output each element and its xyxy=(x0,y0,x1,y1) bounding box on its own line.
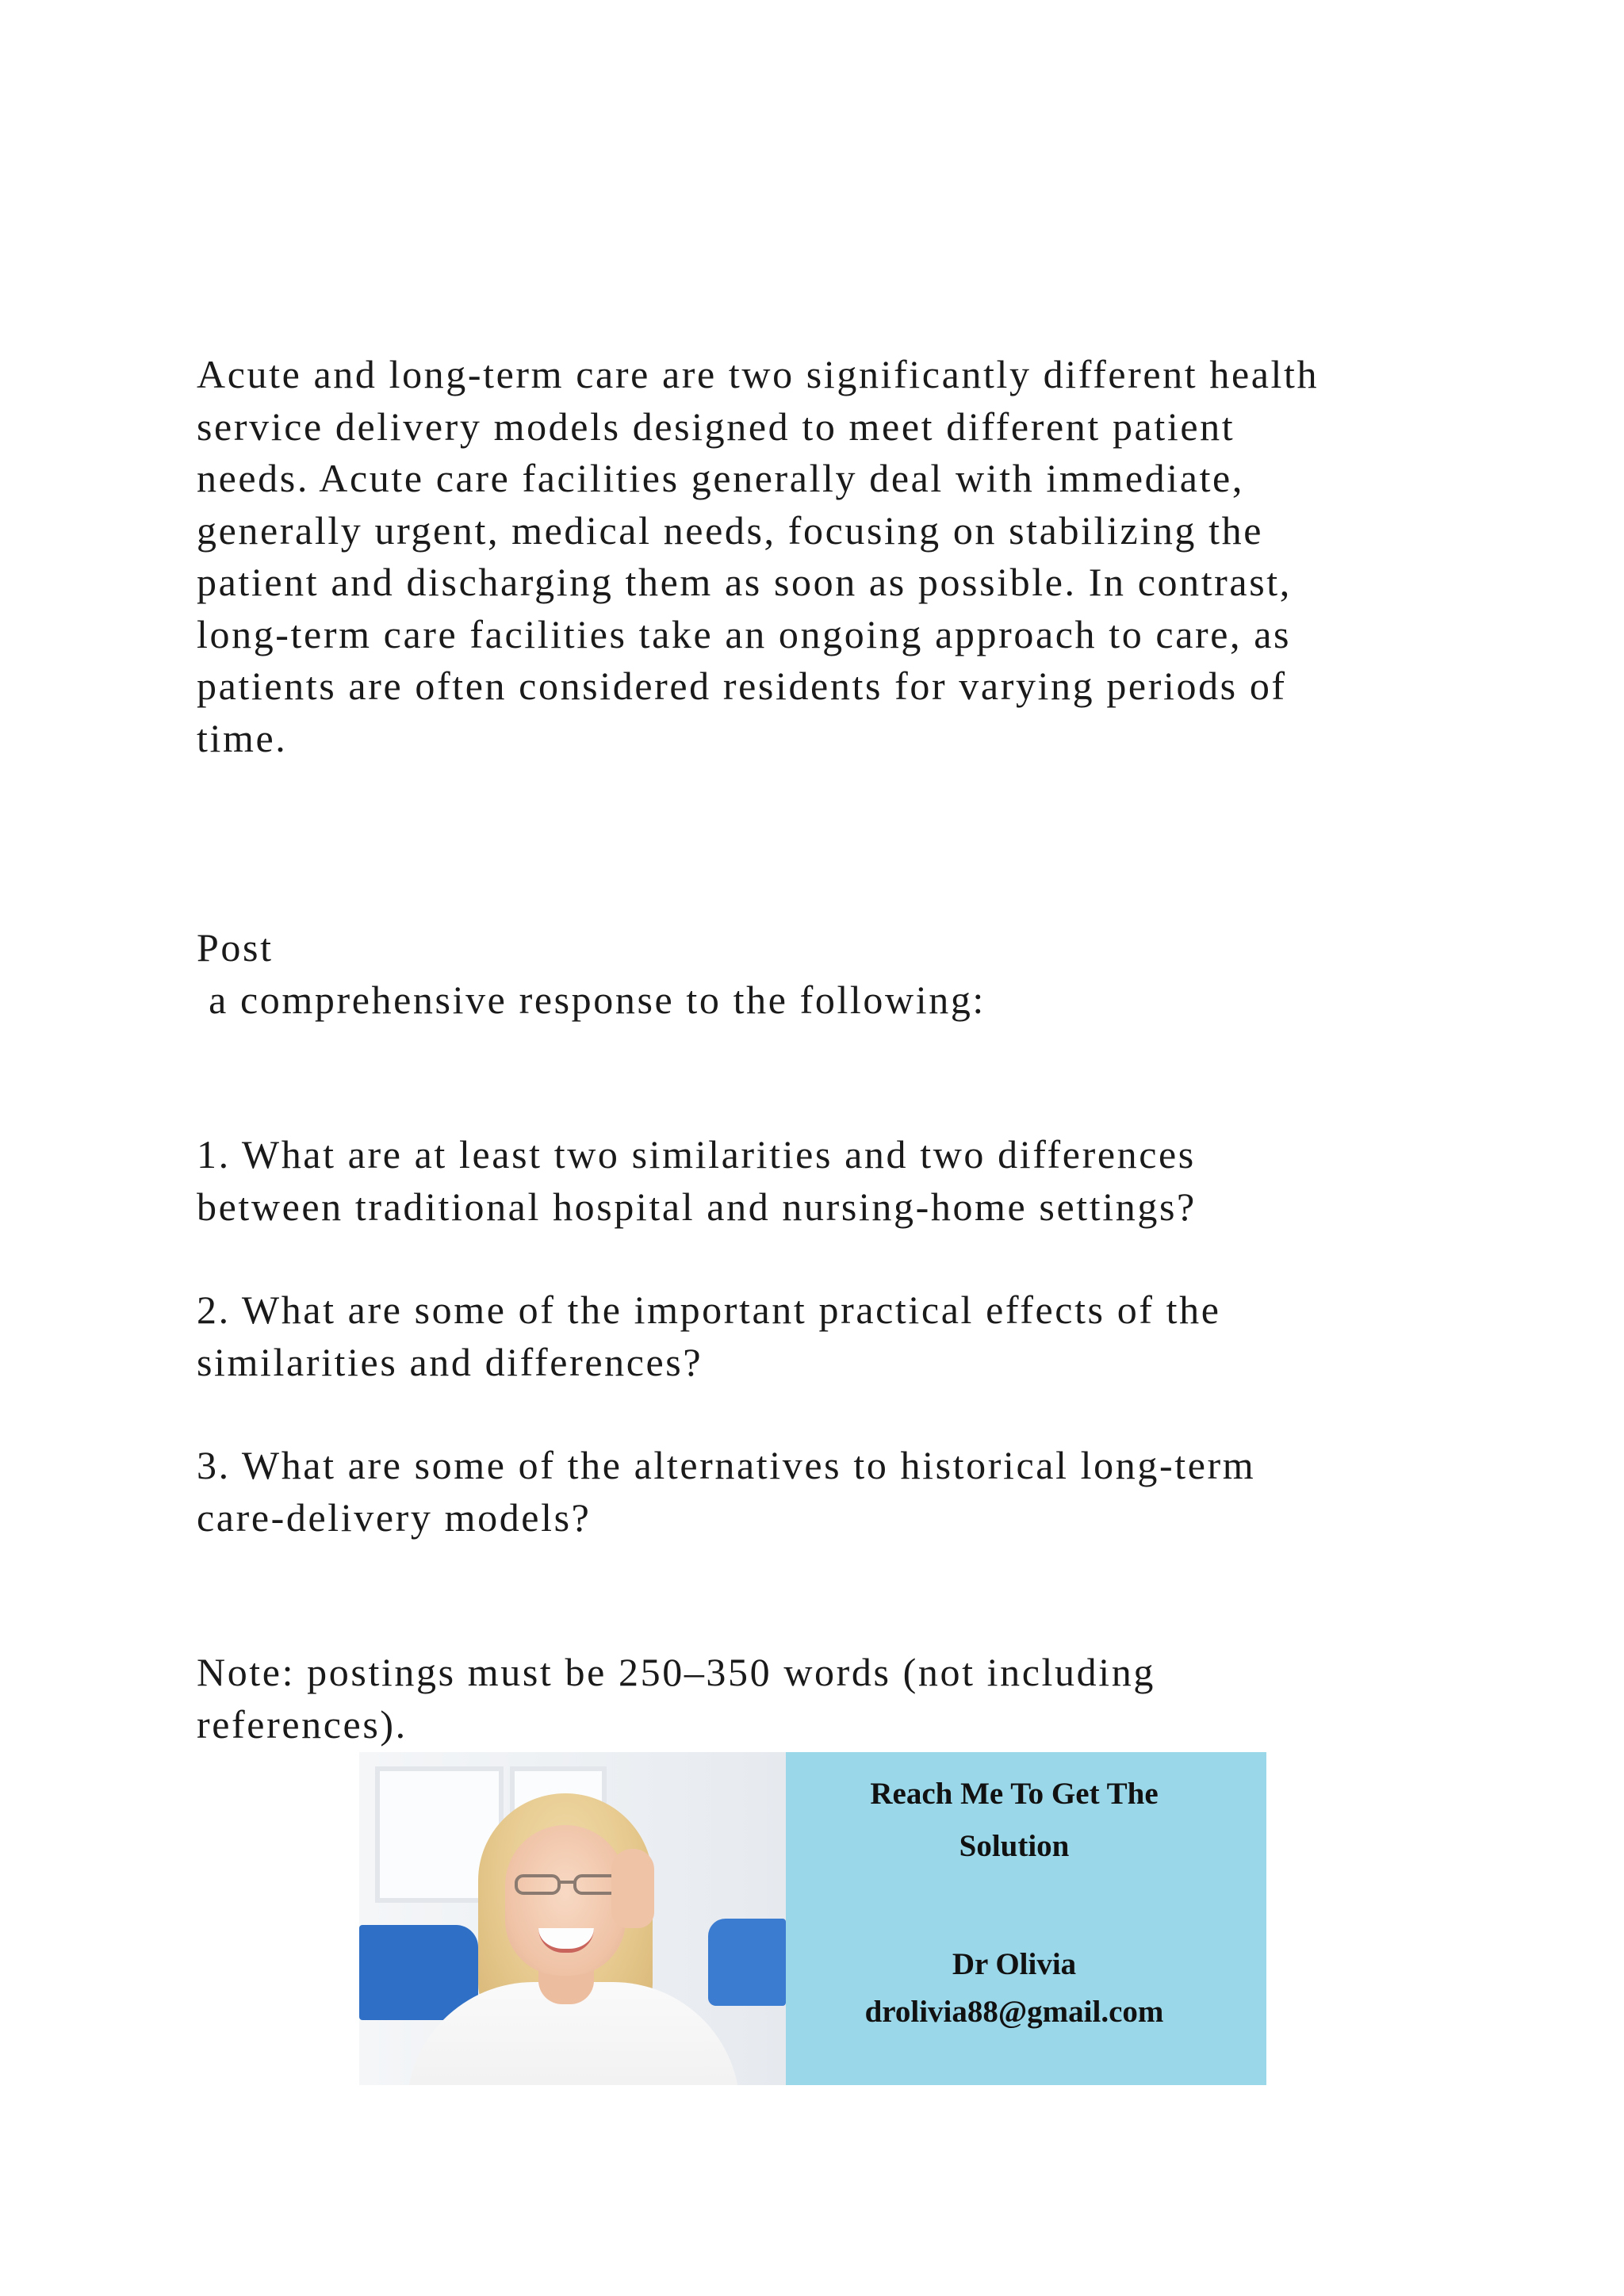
hand-shape xyxy=(611,1849,654,1928)
chair-shape xyxy=(708,1919,786,2006)
post-label: Post xyxy=(197,925,274,970)
contact-email: drolivia88@gmail.com xyxy=(864,1995,1164,2029)
contact-name: Dr Olivia xyxy=(952,1947,1077,1981)
glasses-icon xyxy=(513,1873,621,1896)
contact-panel xyxy=(786,1752,1266,2085)
cta-line-2: Solution xyxy=(959,1829,1070,1863)
question-1: 1. What are at least two similarities and two differences between traditional hospital and nursing-home settings? xyxy=(197,1132,1197,1229)
question-3: 3. What are some of the alternatives to historical long-term care-delivery models? xyxy=(197,1443,1256,1540)
tutor-photo xyxy=(359,1752,786,2085)
face-shape xyxy=(505,1825,626,1976)
promo-banner xyxy=(359,1752,1266,2085)
post-instruction: a comprehensive response to the following: xyxy=(197,978,986,1022)
intro-paragraph: Acute and long-term care are two significantly different health service delivery models designed to meet different patient needs. Acute care facilities generally deal with immediate, generally urgent, medical needs, focusing on stabilizing the patient and discharging them as soon as possible. In contrast, long-term care facilities take an ongoing approach to care, as patients are often considered residents for varying periods of time. xyxy=(197,352,1320,760)
word-count-note: Note: postings must be 250–350 words (not including references). xyxy=(197,1650,1155,1747)
question-2: 2. What are some of the important practical effects of the similarities and differences? xyxy=(197,1288,1221,1384)
cta-line-1: Reach Me To Get The xyxy=(870,1777,1159,1811)
